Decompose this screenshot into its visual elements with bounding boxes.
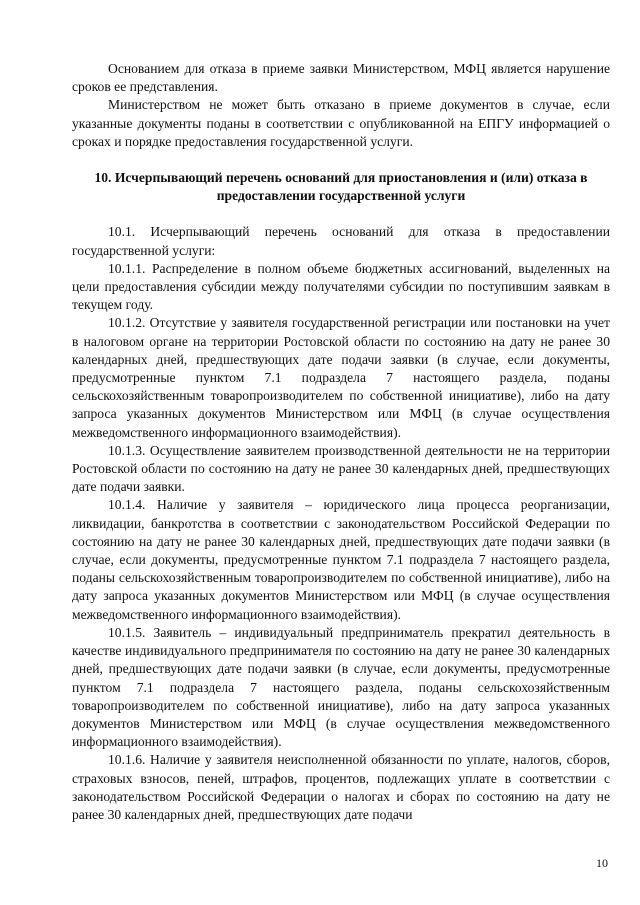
paragraph-10-1-3: 10.1.3. Осуществление заявителем производственной деятельности не на территории Ростовской области по состоянию на дату не ранее 30 календарных дней, предшествующих дате подачи заявки. [72, 442, 610, 495]
paragraph-10-1-4: 10.1.4. Наличие у заявителя – юридического лица процесса реорганизации, ликвидации, банкротства в соответствии с законодательством Российской Федерации по состоянию на дату не ранее 30 календарных дней, предшествующих дате подачи заявки (в случае, если документы, предусмотренные пунктом 7.1 подраздела 7 настоящего раздела, поданы сельскохозяйственным товаропроизводителем по собственной инициативе), либо на дату запроса указанных документов Министерством или МФЦ (в случае осуществления межведомственного информационного взаимодействия). [72, 497, 610, 622]
page-number: 10 [596, 856, 608, 870]
section-heading: 10. Исчерпывающий перечень оснований для приостановления и (или) отказа в предоставлении государственной услуги [94, 170, 588, 204]
paragraph-refusal-grounds: Основанием для отказа в приеме заявки Министерством, МФЦ является нарушение сроков ее представления. [72, 61, 610, 95]
document-page [72, 60, 610, 824]
paragraph-10-1-5: 10.1.5. Заявитель – индивидуальный предприниматель прекратил деятельность в качестве индивидуального предпринимателя по состоянию на дату не ранее 30 календарных дней, предшествующих дате подачи заявки (в случае, если документы, предусмотренные пунктом 7.1 подраздела 7 настоящего раздела, поданы сельскохозяйственным товаропроизводителем по собственной инициативе), либо на дату запроса указанных документов Министерством или МФЦ (в случае осуществления межведомственного информационного взаимодействия). [72, 624, 610, 750]
paragraph-10-1-6: 10.1.6. Наличие у заявителя неисполненной обязанности по уплате, налогов, сборов, страховых взносов, пеней, штрафов, процентов, подлежащих уплате в соответствии с законодательством Российской Федерации о налогах и сборах по состоянию на дату не ранее 30 календарных дней, предшествующих дате подачи [72, 752, 610, 822]
paragraph-no-refusal: Министерством не может быть отказано в приеме документов в случае, если указанные документы поданы в соответствии с опубликованной на ЕПГУ информацией о сроках и порядке предоставления государственной услуги. [72, 97, 610, 149]
paragraph-10-1-2: 10.1.2. Отсутствие у заявителя государственной регистрации или постановки на учет в налоговом органе на территории Ростовской области по состоянию на дату не ранее 30 календарных дней, предшествующих дате подачи заявки (в случае, если документы, предусмотренные пунктом 7.1 подраздела 7 настоящего раздела, поданы сельскохозяйственным товаропроизводителем по собственной инициативе), либо на дату запроса указанных документов Министерством или МФЦ (в случае осуществления межведомственного информационного взаимодействия). [72, 315, 610, 440]
paragraph-10-1-1: 10.1.1. Распределение в полном объеме бюджетных ассигнований, выделенных на цели предоставления субсидии между получателями субсидии по поступившим заявкам в текущем году. [72, 260, 610, 313]
paragraph-10-1: 10.1. Исчерпывающий перечень оснований для отказа в предоставлении государственной услуги: [72, 224, 610, 258]
